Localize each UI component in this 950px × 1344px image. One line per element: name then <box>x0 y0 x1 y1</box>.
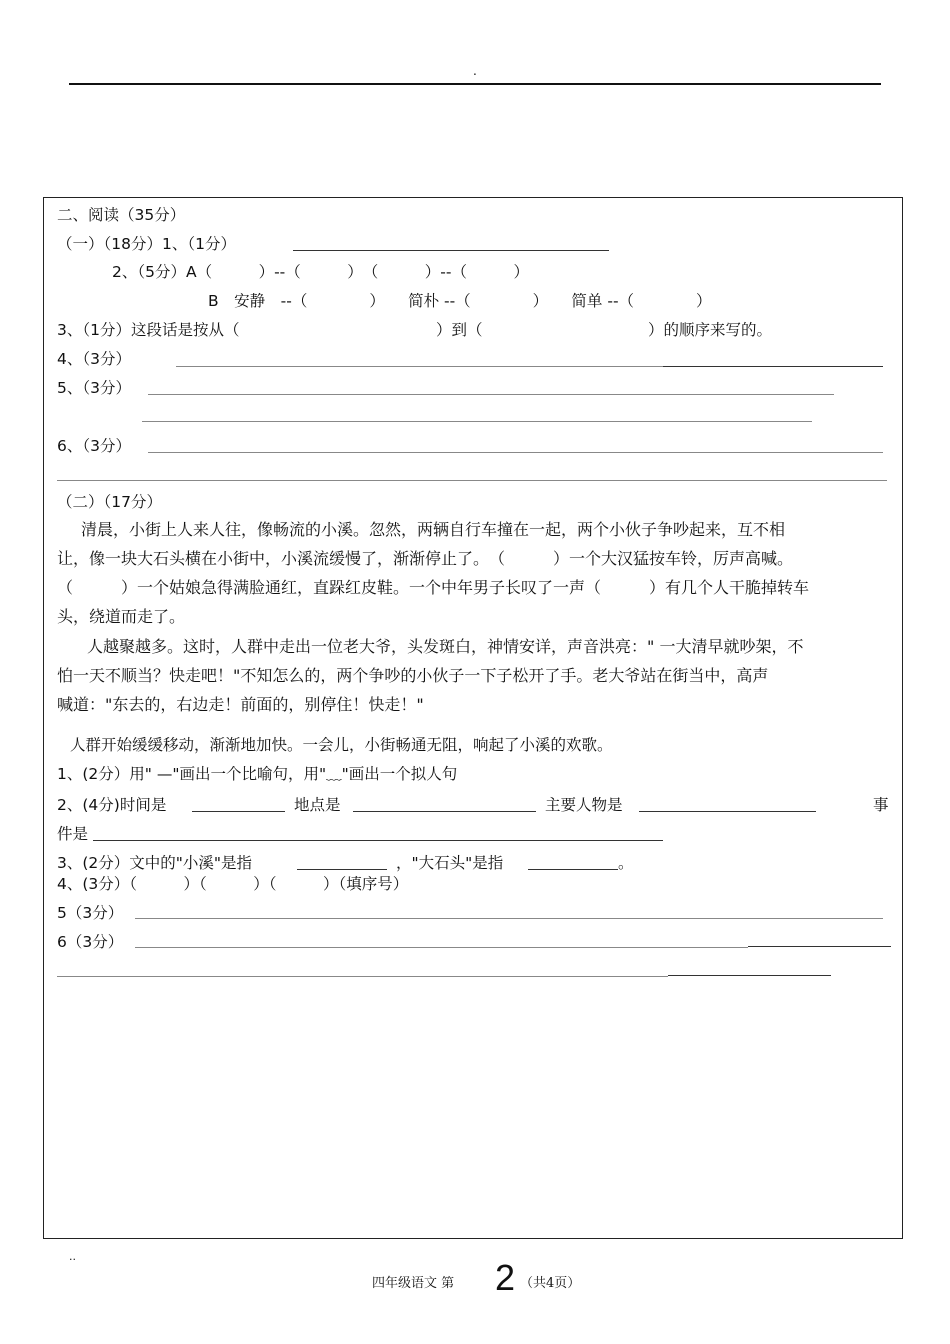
footer-marks: .. <box>69 1250 76 1263</box>
part2-q3-line-1[interactable] <box>297 869 387 870</box>
part2-q2-event-b: 件是 <box>57 825 89 843</box>
part2-q2-event-line[interactable] <box>93 840 663 841</box>
reading-passage-p3: 人群开始缓缓移动，渐渐地加快。一会儿，小街畅通无阻，响起了小溪的欢歌。 <box>70 736 613 754</box>
part1-q3-c: ）的顺序来写的。 <box>648 321 773 339</box>
passage-line: 怕一天不顺当？快走吧！"不知怎么的，两个争吵的小伙子一下子松开了手。老大爷站在街当中，高声 <box>57 666 769 685</box>
footer-grade-label: 四年级语文 第 <box>372 1276 455 1291</box>
part1-q4-answer-line-2[interactable] <box>663 366 883 367</box>
part2-title: （二）（17分） <box>57 493 162 511</box>
part1-q4: 4、（3分） <box>57 350 131 368</box>
part2-q3-line-2[interactable] <box>528 869 618 870</box>
part2-q2-place: 地点是 <box>294 796 341 814</box>
part1-q2-b: B 安静 --（ ） 简朴 --（ ） 简单 --（ ） <box>208 292 712 310</box>
part2-q2-people-line[interactable] <box>639 811 816 812</box>
part1-q6-answer-line-2[interactable] <box>57 480 887 481</box>
passage-line: 头，绕道而走了。 <box>57 607 186 626</box>
part1-q5: 5、（3分） <box>57 379 131 397</box>
part1-q1: （一）（18分）1、（1分） <box>57 235 236 253</box>
reading-passage-p1 <box>57 515 893 631</box>
part2-q6-answer-line-2[interactable] <box>748 946 891 947</box>
part2-q5: 5（3分） <box>57 904 124 922</box>
part2-q3-end: 。 <box>618 854 634 872</box>
part2-q2-event-a: 事 <box>873 796 889 814</box>
passage-line: 人越聚越多。这时，人群中走出一位老大爷，头发斑白，神情安详，声音洪亮：" 一大清早就吵架，不 <box>87 637 804 656</box>
part1-q4-answer-line[interactable] <box>176 366 663 367</box>
part1-q5-answer-line-2[interactable] <box>142 421 812 422</box>
part2-q3-a: 3、(2分）文中的"小溪"是指 <box>57 854 253 872</box>
part2-q6-answer-line-4[interactable] <box>668 975 831 976</box>
part2-q5-answer-line[interactable] <box>135 918 883 919</box>
part2-q2-time: 2、(4分)时间是 <box>57 796 167 814</box>
part1-q2-a: 2、（5分）A（ ）--（ ） （ ）--（ ） <box>112 263 529 281</box>
part1-q1-answer-line[interactable] <box>293 250 609 251</box>
header-dot: . <box>473 64 477 78</box>
part1-q3-b: ）到（ <box>436 321 483 339</box>
part2-q1: 1、(2分）用" —"画出一个比喻句，用"﹏"画出一个拟人句 <box>57 765 458 783</box>
passage-line: 喊道："东去的，右边走！前面的，别停住！快走！" <box>57 695 424 714</box>
part2-q2-people: 主要人物是 <box>545 796 623 814</box>
footer-total-pages: （共4页） <box>520 1276 581 1291</box>
passage-line: 清晨，小街上人来人往，像畅流的小溪。忽然，两辆自行车撞在一起，两个小伙子争吵起来，互不相 <box>81 520 786 539</box>
header-rule <box>69 83 881 85</box>
passage-line: 让，像一块大石头横在小街中，小溪流缓慢了，渐渐停止了。 （ ）一个大汉猛按车铃，厉声高喊。 <box>57 549 794 568</box>
part2-q6-answer-line[interactable] <box>135 947 748 948</box>
part2-q4: 4、(3分）（ ）（ ）（ ）（填序号） <box>57 875 409 893</box>
part1-q3-a: 3、（1分）这段话是按从（ <box>57 321 240 339</box>
part1-q5-answer-line[interactable] <box>148 394 834 395</box>
part2-q2-place-line[interactable] <box>353 811 536 812</box>
footer-page-number: 2 <box>495 1257 516 1298</box>
part2-q6-answer-line-3[interactable] <box>57 976 668 977</box>
section-title: 二、阅读（35分） <box>57 206 186 224</box>
reading-passage-p2 <box>57 632 893 719</box>
passage-line: （ ）一个姑娘急得满脸通红，直跺红皮鞋。一个中年男子长叹了一声（ ）有几个人干脆掉转车 <box>57 578 810 597</box>
part2-q2-time-line[interactable] <box>192 811 285 812</box>
part1-q6-answer-line[interactable] <box>148 452 883 453</box>
part2-q3-b: ，"大石头"是指 <box>396 854 504 872</box>
part1-q6: 6、（3分） <box>57 437 131 455</box>
part2-q6: 6（3分） <box>57 933 124 951</box>
